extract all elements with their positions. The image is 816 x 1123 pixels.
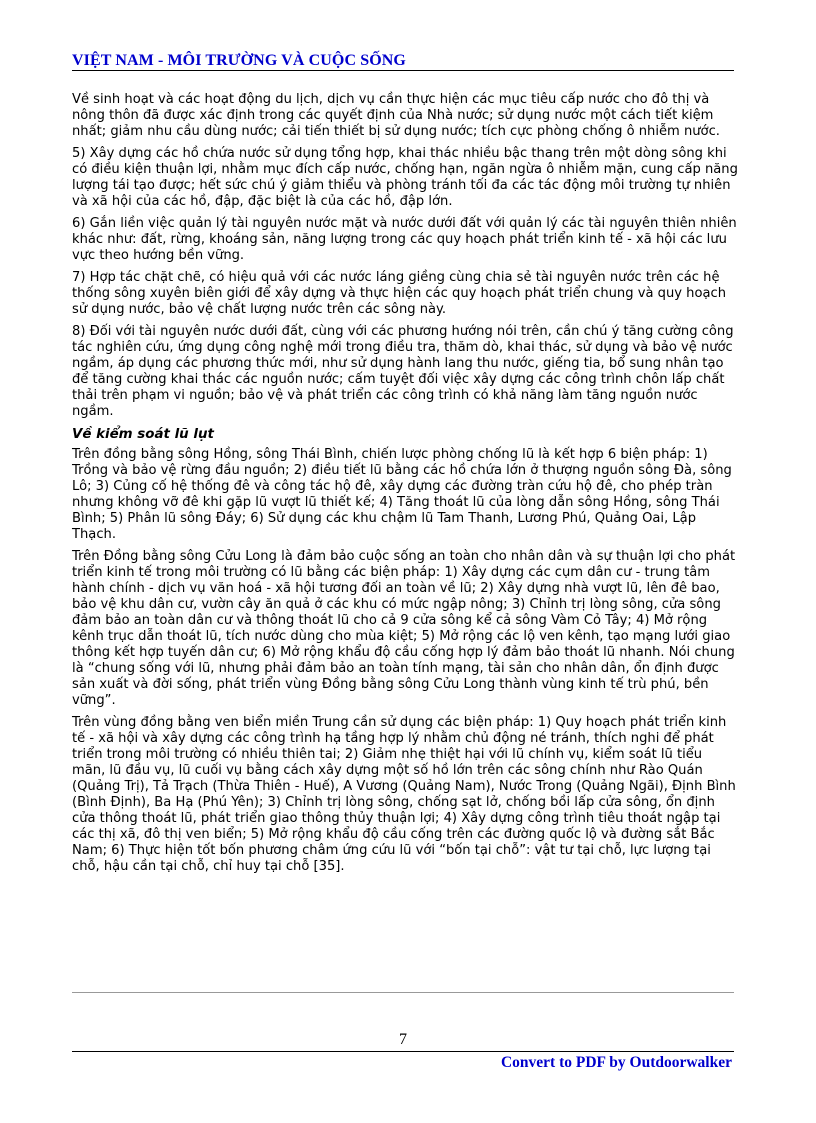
document-body	[72, 92, 738, 881]
paragraph-item-6: 6) Gắn liền việc quản lý tài nguyên nước mặt và nước dưới đất với quản lý các tài nguyên thiên nhiên khác như: đất, rừng, khoáng sản, năng lượng trong các quy hoạch phát triển kinh tế - xã hội các lưu vực theo hướng bền vững.	[72, 216, 737, 263]
paragraph-item-8: 8) Đối với tài nguyên nước dưới đất, cùng với các phương hướng nói trên, cần chú ý tăng cường công tác nghiên cứu, ứng dụng công nghệ mới trong điều tra, thăm dò, khai thác, sử dụng và bảo vệ nước ngầm, áp dụng các phương thức mới, như sử dụng hành lang thu nước, giếng tia, bổ sung nhân tạo để tăng cường khai thác các nguồn nước; cấm tuyệt đối việc xây dựng các công trình chôn lấp chất thải trên phạm vi nguồn; bảo vệ và phát triển các công trình có khả năng làm tăng nguồn nước ngầm.	[72, 324, 734, 419]
page-number: 7	[399, 1031, 407, 1048]
paragraph-central-coast: Trên vùng đồng bằng ven biển miền Trung cần sử dụng các biện pháp: 1) Quy hoạch phát triển kinh tế - xã hội và xây dựng các công trình hạ tầng hợp lý nhằm chủ động né tránh, thích nghi để phát triển trong môi trường có nhiều thiên tai; 2) Giảm nhẹ thiệt hại với lũ chính vụ, kiểm soát lũ tiểu mãn, lũ đầu vụ, lũ cuối vụ bằng cách xây dựng một số hồ lớn trên các sông chính như Rào Quán (Quảng Trị), Tả Trạch (Thừa Thiên - Huế), A Vương (Quảng Nam), Nước Trong (Quảng Ngãi), Định Bình (Bình Định), Ba Hạ (Phú Yên); 3) Chỉnh trị lòng sông, chống sạt lở, chống bồi lấp cửa sông, ổn định cửa thông thoát lũ, phát triển giao thông thủy thuận lợi; 4) Xây dựng công trình tiêu thoát ngập tại các thị xã, đô thị ven biển; 5) Mở rộng khẩu độ cầu cống trên các đường quốc lộ và đường sắt Bắc Nam; 6) Thực hiện tốt bốn phương châm ứng cứu lũ với “bốn tại chỗ”: vật tư tại chỗ, lực lượng tại chỗ, hậu cần tại chỗ, chỉ huy tại chỗ [35].	[72, 715, 736, 874]
paragraph-item-5: 5) Xây dựng các hồ chứa nước sử dụng tổng hợp, khai thác nhiều bậc thang trên một dòng sông khi có điều kiện thuận lợi, nhằm mục đích cấp nước, chống hạn, ngăn ngừa ô nhiễm mặn, cung cấp năng lượng tái tạo được; hết sức chú ý giảm thiểu và phòng tránh tối đa các tác động môi trường tự nhiên và xã hội của các hồ, đập, đặc biệt là của các hồ, đập lớn.	[72, 146, 738, 209]
bottom-divider	[72, 1051, 734, 1052]
running-header-title: VIỆT NAM - MÔI TRƯỜNG VÀ CUỘC SỐNG	[72, 52, 406, 69]
paragraph-domestic-water: Về sinh hoạt và các hoạt động du lịch, dịch vụ cần thực hiện các mục tiêu cấp nước cho đô thị và nông thôn đã được xác định trong các quyết định của Nhà nước; sử dụng nước một cách tiết kiệm nhất; giảm nhu cầu dùng nước; cải tiến thiết bị sử dụng nước; tích cực phòng chống ô nhiễm nước.	[72, 92, 720, 139]
header-divider	[72, 70, 734, 71]
section-heading-flood-control: Về kiểm soát lũ lụt	[72, 427, 214, 442]
paragraph-red-river-delta: Trên đồng bằng sông Hồng, sông Thái Bình, chiến lược phòng chống lũ là kết hợp 6 biện pháp: 1) Trồng và bảo vệ rừng đầu nguồn; 2) điều tiết lũ bằng các hồ chứa lớn ở thượng nguồn sông Đà, sông Lô; 3) Củng cố hệ thống đê và công tác hộ đê, xây dựng các đường tràn cứu hộ đê, cho phép tràn nhưng không vỡ đê khi gặp lũ vượt lũ thiết kế; 4) Tăng thoát lũ của lòng dẫn sông Hồng, sông Thái Bình; 5) Phân lũ sông Đáy; 6) Sử dụng các khu chậm lũ Tam Thanh, Lương Phú, Quảng Oai, Lập Thạch.	[72, 447, 732, 542]
paragraph-item-7: 7) Hợp tác chặt chẽ, có hiệu quả với các nước láng giềng cùng chia sẻ tài nguyên nước trên các hệ thống sông xuyên biên giới để xây dựng và thực hiện các quy hoạch phát triển chung và quy hoạch sử dụng nước, bảo vệ chất lượng nước trên các sông này.	[72, 270, 726, 317]
paragraph-mekong-delta: Trên Đồng bằng sông Cửu Long là đảm bảo cuộc sống an toàn cho nhân dân và sự thuận lợi cho phát triển kinh tế trong môi trường có lũ bằng các biện pháp: 1) Xây dựng các cụm dân cư - trung tâm hành chính - dịch vụ văn hoá - xã hội tương đối an toàn về lũ; 2) Xây dựng nhà vượt lũ, lên đê bao, bảo vệ khu dân cư, vườn cây ăn quả ở các khu có mức ngập nông; 3) Chỉnh trị lòng sông, cửa sông đảm bảo an toàn dân cư và thông thoát lũ cho cả 9 cửa sông kể cả sông Vàm Cỏ Tây; 4) Mở rộng kênh trục dẫn thoát lũ, tích nước dùng cho mùa kiệt; 5) Mở rộng các lộ ven kênh, tạo mạng lưới giao thông kết hợp tuyến dân cư; 6) Mở rộng khẩu độ cầu cống hợp lý đảm bảo thoát lũ nhanh. Nói chung là “chung sống với lũ, nhưng phải đảm bảo an toàn tính mạng, tài sản cho nhân dân, ổn định được sản xuất và đời sống, phát triển vùng Đồng bằng sông Cửu Long thành vùng kinh tế trù phú, bền vững”.	[72, 549, 736, 708]
footer-divider	[72, 992, 734, 993]
pdf-converter-credit: Convert to PDF by Outdoorwalker	[500, 1054, 732, 1071]
